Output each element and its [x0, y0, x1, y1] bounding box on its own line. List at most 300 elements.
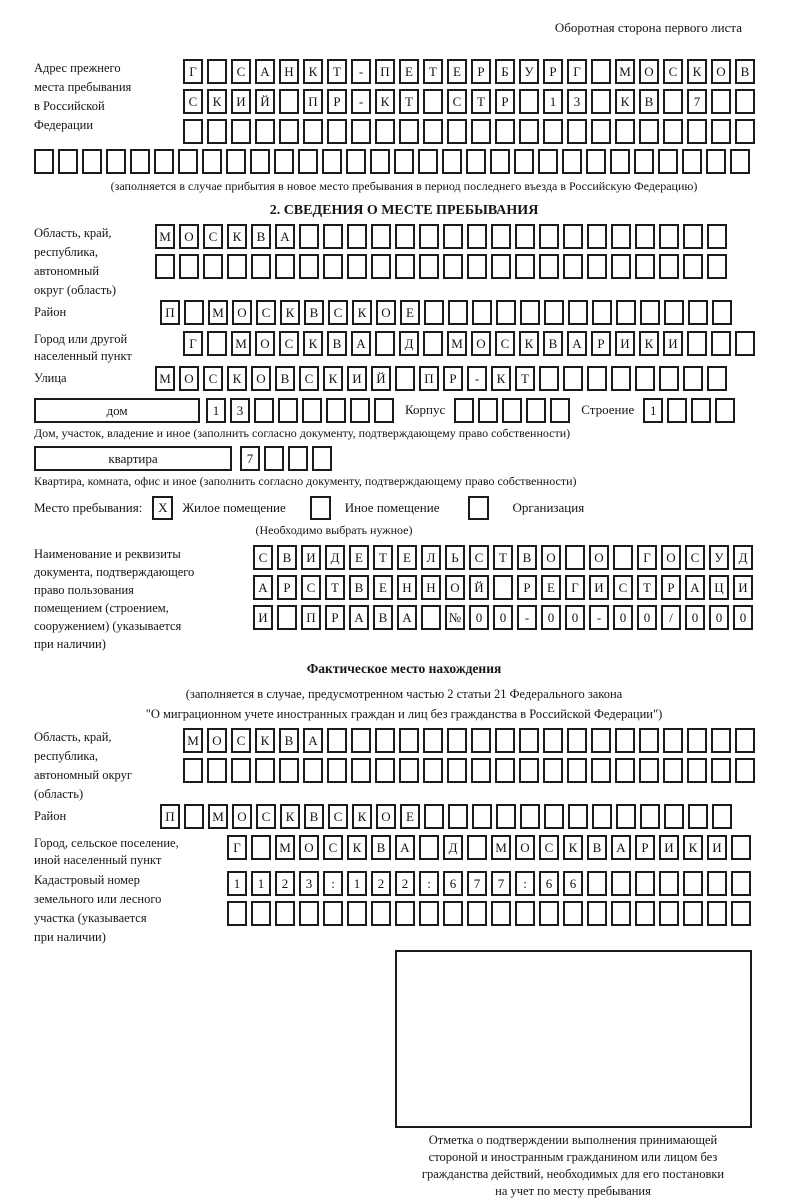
char-cell[interactable]: 2 [371, 871, 391, 896]
char-cell[interactable]: Г [183, 331, 203, 356]
char-cell[interactable] [495, 758, 515, 783]
char-cell[interactable] [502, 398, 522, 423]
char-cell[interactable] [154, 149, 174, 174]
char-cell[interactable]: О [232, 804, 252, 829]
char-cell[interactable]: 0 [565, 605, 585, 630]
char-cell[interactable]: Т [471, 89, 491, 114]
char-cell[interactable] [466, 149, 486, 174]
char-cell[interactable] [707, 871, 727, 896]
char-cell[interactable] [515, 254, 535, 279]
char-cell[interactable] [587, 366, 607, 391]
char-cell[interactable] [613, 545, 633, 570]
char-cell[interactable]: Т [325, 575, 345, 600]
char-cell[interactable] [611, 254, 631, 279]
char-cell[interactable]: О [589, 545, 609, 570]
char-cell[interactable]: О [232, 300, 252, 325]
char-cell[interactable] [659, 871, 679, 896]
char-cell[interactable]: К [207, 89, 227, 114]
char-cell[interactable] [423, 758, 443, 783]
char-cell[interactable] [639, 758, 659, 783]
char-cell[interactable] [611, 871, 631, 896]
char-cell[interactable] [375, 331, 395, 356]
char-cell[interactable] [275, 254, 295, 279]
char-cell[interactable]: С [685, 545, 705, 570]
char-cell[interactable] [375, 758, 395, 783]
char-cell[interactable] [615, 119, 635, 144]
char-cell[interactable] [423, 119, 443, 144]
char-cell[interactable]: К [280, 804, 300, 829]
char-cell[interactable] [423, 89, 443, 114]
char-cell[interactable] [735, 331, 755, 356]
char-cell[interactable]: Г [565, 575, 585, 600]
char-cell[interactable]: В [304, 300, 324, 325]
char-cell[interactable] [371, 224, 391, 249]
char-cell[interactable]: 0 [685, 605, 705, 630]
char-cell[interactable] [471, 119, 491, 144]
char-cell[interactable]: 0 [493, 605, 513, 630]
char-cell[interactable]: А [567, 331, 587, 356]
char-cell[interactable] [682, 149, 702, 174]
char-cell[interactable]: Б [495, 59, 515, 84]
char-cell[interactable] [442, 149, 462, 174]
char-cell[interactable]: У [709, 545, 729, 570]
char-cell[interactable]: - [351, 89, 371, 114]
char-cell[interactable] [611, 366, 631, 391]
char-cell[interactable]: К [563, 835, 583, 860]
checkbox-zhiloe[interactable]: X [152, 496, 173, 520]
char-cell[interactable]: Р [325, 605, 345, 630]
char-cell[interactable] [519, 119, 539, 144]
char-cell[interactable]: К [280, 300, 300, 325]
char-cell[interactable] [731, 901, 751, 926]
char-cell[interactable] [731, 835, 751, 860]
char-cell[interactable] [591, 758, 611, 783]
char-cell[interactable] [520, 804, 540, 829]
char-cell[interactable] [472, 300, 492, 325]
char-cell[interactable] [254, 398, 274, 423]
char-cell[interactable]: С [279, 331, 299, 356]
char-cell[interactable] [611, 224, 631, 249]
char-cell[interactable]: Р [327, 89, 347, 114]
char-cell[interactable] [347, 224, 367, 249]
char-cell[interactable] [226, 149, 246, 174]
char-cell[interactable]: 0 [613, 605, 633, 630]
char-cell[interactable] [735, 119, 755, 144]
char-cell[interactable] [184, 804, 204, 829]
char-cell[interactable] [58, 149, 78, 174]
char-cell[interactable]: С [231, 728, 251, 753]
char-cell[interactable] [731, 871, 751, 896]
char-cell[interactable] [563, 224, 583, 249]
char-cell[interactable] [711, 119, 731, 144]
char-cell[interactable] [691, 398, 711, 423]
char-cell[interactable]: К [303, 331, 323, 356]
char-cell[interactable] [543, 758, 563, 783]
char-cell[interactable]: А [395, 835, 415, 860]
char-cell[interactable] [424, 300, 444, 325]
char-cell[interactable] [231, 119, 251, 144]
char-cell[interactable] [591, 89, 611, 114]
stamp-box[interactable] [395, 950, 752, 1128]
char-cell[interactable] [299, 224, 319, 249]
char-cell[interactable] [347, 254, 367, 279]
char-cell[interactable]: П [419, 366, 439, 391]
char-cell[interactable] [664, 300, 684, 325]
char-cell[interactable] [443, 901, 463, 926]
char-cell[interactable]: Е [541, 575, 561, 600]
char-cell[interactable]: С [447, 89, 467, 114]
char-cell[interactable] [34, 149, 54, 174]
char-cell[interactable] [447, 758, 467, 783]
char-cell[interactable]: Д [325, 545, 345, 570]
char-cell[interactable] [351, 758, 371, 783]
char-cell[interactable]: № [445, 605, 465, 630]
char-cell[interactable] [659, 254, 679, 279]
char-cell[interactable]: Е [397, 545, 417, 570]
char-cell[interactable]: И [733, 575, 753, 600]
char-cell[interactable] [155, 254, 175, 279]
char-cell[interactable]: Р [495, 89, 515, 114]
char-cell[interactable] [279, 89, 299, 114]
char-cell[interactable] [591, 119, 611, 144]
char-cell[interactable]: В [327, 331, 347, 356]
char-cell[interactable] [207, 758, 227, 783]
char-cell[interactable]: И [659, 835, 679, 860]
char-cell[interactable]: 6 [539, 871, 559, 896]
char-cell[interactable]: Р [471, 59, 491, 84]
char-cell[interactable]: С [183, 89, 203, 114]
char-cell[interactable]: А [351, 331, 371, 356]
char-cell[interactable]: - [517, 605, 537, 630]
char-cell[interactable] [495, 119, 515, 144]
char-cell[interactable]: С [495, 331, 515, 356]
char-cell[interactable] [347, 901, 367, 926]
char-cell[interactable] [635, 224, 655, 249]
char-cell[interactable] [419, 835, 439, 860]
char-cell[interactable]: : [515, 871, 535, 896]
char-cell[interactable] [423, 331, 443, 356]
char-cell[interactable]: 7 [687, 89, 707, 114]
char-cell[interactable] [611, 901, 631, 926]
char-cell[interactable]: В [251, 224, 271, 249]
char-cell[interactable]: К [255, 728, 275, 753]
char-cell[interactable]: А [253, 575, 273, 600]
char-cell[interactable] [664, 804, 684, 829]
char-cell[interactable]: 6 [563, 871, 583, 896]
char-cell[interactable]: С [613, 575, 633, 600]
char-cell[interactable]: Ь [445, 545, 465, 570]
char-cell[interactable]: Е [399, 59, 419, 84]
char-cell[interactable] [706, 149, 726, 174]
char-cell[interactable] [251, 835, 271, 860]
char-cell[interactable]: В [373, 605, 393, 630]
char-cell[interactable] [659, 224, 679, 249]
char-cell[interactable]: А [685, 575, 705, 600]
char-cell[interactable] [683, 366, 703, 391]
char-cell[interactable] [323, 224, 343, 249]
char-cell[interactable] [635, 901, 655, 926]
char-cell[interactable]: И [231, 89, 251, 114]
char-cell[interactable] [715, 398, 735, 423]
char-cell[interactable] [478, 398, 498, 423]
char-cell[interactable]: С [231, 59, 251, 84]
char-cell[interactable] [423, 728, 443, 753]
char-cell[interactable]: Е [447, 59, 467, 84]
char-cell[interactable] [394, 149, 414, 174]
char-cell[interactable]: Т [327, 59, 347, 84]
char-cell[interactable]: О [179, 224, 199, 249]
char-cell[interactable]: П [160, 300, 180, 325]
char-cell[interactable]: О [541, 545, 561, 570]
char-cell[interactable] [515, 224, 535, 249]
char-cell[interactable]: В [735, 59, 755, 84]
char-cell[interactable] [567, 758, 587, 783]
char-cell[interactable] [495, 728, 515, 753]
char-cell[interactable]: 2 [395, 871, 415, 896]
char-cell[interactable] [178, 149, 198, 174]
char-cell[interactable]: О [515, 835, 535, 860]
char-cell[interactable] [371, 901, 391, 926]
char-cell[interactable]: М [231, 331, 251, 356]
char-cell[interactable] [712, 804, 732, 829]
char-cell[interactable] [663, 89, 683, 114]
char-cell[interactable]: 1 [227, 871, 247, 896]
char-cell[interactable]: С [301, 575, 321, 600]
char-cell[interactable] [323, 254, 343, 279]
char-cell[interactable] [395, 901, 415, 926]
char-cell[interactable] [635, 254, 655, 279]
char-cell[interactable] [659, 901, 679, 926]
char-cell[interactable]: С [256, 300, 276, 325]
char-cell[interactable] [255, 119, 275, 144]
checkbox-inoe[interactable] [310, 496, 331, 520]
char-cell[interactable]: О [639, 59, 659, 84]
char-cell[interactable]: С [253, 545, 273, 570]
char-cell[interactable]: К [519, 331, 539, 356]
char-cell[interactable] [543, 119, 563, 144]
char-cell[interactable]: Р [277, 575, 297, 600]
char-cell[interactable]: И [663, 331, 683, 356]
char-cell[interactable] [491, 254, 511, 279]
char-cell[interactable] [346, 149, 366, 174]
char-cell[interactable]: О [445, 575, 465, 600]
char-cell[interactable] [563, 254, 583, 279]
char-cell[interactable]: Е [349, 545, 369, 570]
char-cell[interactable] [543, 728, 563, 753]
char-cell[interactable] [326, 398, 346, 423]
char-cell[interactable]: Т [373, 545, 393, 570]
char-cell[interactable] [370, 149, 390, 174]
char-cell[interactable]: К [347, 835, 367, 860]
char-cell[interactable] [183, 758, 203, 783]
char-cell[interactable] [683, 224, 703, 249]
char-cell[interactable]: 3 [299, 871, 319, 896]
char-cell[interactable]: А [303, 728, 323, 753]
char-cell[interactable]: Д [733, 545, 753, 570]
char-cell[interactable] [399, 728, 419, 753]
char-cell[interactable]: Т [493, 545, 513, 570]
char-cell[interactable] [563, 366, 583, 391]
char-cell[interactable]: 1 [643, 398, 663, 423]
char-cell[interactable] [667, 398, 687, 423]
char-cell[interactable]: 7 [467, 871, 487, 896]
char-cell[interactable]: А [349, 605, 369, 630]
checkbox-org[interactable] [468, 496, 489, 520]
char-cell[interactable] [448, 300, 468, 325]
char-cell[interactable]: Й [469, 575, 489, 600]
char-cell[interactable]: М [183, 728, 203, 753]
char-cell[interactable]: 1 [347, 871, 367, 896]
char-cell[interactable] [730, 149, 750, 174]
char-cell[interactable] [735, 728, 755, 753]
char-cell[interactable] [279, 758, 299, 783]
char-cell[interactable] [640, 804, 660, 829]
char-cell[interactable] [490, 149, 510, 174]
char-cell[interactable] [448, 804, 468, 829]
char-cell[interactable]: С [323, 835, 343, 860]
char-cell[interactable] [639, 728, 659, 753]
char-cell[interactable] [395, 366, 415, 391]
char-cell[interactable]: Е [400, 804, 420, 829]
char-cell[interactable] [421, 605, 441, 630]
char-cell[interactable] [130, 149, 150, 174]
char-cell[interactable]: 1 [251, 871, 271, 896]
char-cell[interactable] [251, 254, 271, 279]
char-cell[interactable]: О [299, 835, 319, 860]
char-cell[interactable] [712, 300, 732, 325]
char-cell[interactable] [493, 575, 513, 600]
char-cell[interactable] [467, 901, 487, 926]
char-cell[interactable] [634, 149, 654, 174]
char-cell[interactable] [424, 804, 444, 829]
char-cell[interactable]: Е [400, 300, 420, 325]
char-cell[interactable]: Т [637, 575, 657, 600]
char-cell[interactable] [472, 804, 492, 829]
char-cell[interactable] [586, 149, 606, 174]
char-cell[interactable] [711, 331, 731, 356]
char-cell[interactable]: К [683, 835, 703, 860]
char-cell[interactable]: 0 [733, 605, 753, 630]
char-cell[interactable]: Н [397, 575, 417, 600]
char-cell[interactable]: Р [661, 575, 681, 600]
char-cell[interactable]: Е [373, 575, 393, 600]
char-cell[interactable] [615, 758, 635, 783]
char-cell[interactable] [231, 758, 251, 783]
char-cell[interactable] [312, 446, 332, 471]
char-cell[interactable]: 2 [275, 871, 295, 896]
char-cell[interactable] [735, 758, 755, 783]
char-cell[interactable]: П [301, 605, 321, 630]
char-cell[interactable] [587, 224, 607, 249]
char-cell[interactable]: П [160, 804, 180, 829]
char-cell[interactable] [519, 89, 539, 114]
char-cell[interactable] [351, 119, 371, 144]
char-cell[interactable] [82, 149, 102, 174]
char-cell[interactable]: С [256, 804, 276, 829]
char-cell[interactable] [587, 901, 607, 926]
char-cell[interactable]: М [275, 835, 295, 860]
char-cell[interactable]: Й [371, 366, 391, 391]
char-cell[interactable]: 1 [206, 398, 226, 423]
char-cell[interactable]: В [517, 545, 537, 570]
char-cell[interactable]: И [615, 331, 635, 356]
char-cell[interactable] [419, 224, 439, 249]
char-cell[interactable] [395, 254, 415, 279]
char-cell[interactable]: В [279, 728, 299, 753]
char-cell[interactable] [635, 871, 655, 896]
char-cell[interactable]: К [227, 224, 247, 249]
char-cell[interactable]: К [491, 366, 511, 391]
char-cell[interactable] [635, 366, 655, 391]
char-cell[interactable] [663, 728, 683, 753]
char-cell[interactable] [496, 804, 516, 829]
char-cell[interactable] [544, 300, 564, 325]
char-cell[interactable] [591, 59, 611, 84]
char-cell[interactable]: М [208, 804, 228, 829]
char-cell[interactable]: В [639, 89, 659, 114]
char-cell[interactable] [687, 728, 707, 753]
char-cell[interactable] [563, 901, 583, 926]
char-cell[interactable] [707, 901, 727, 926]
char-cell[interactable] [538, 149, 558, 174]
char-cell[interactable] [567, 119, 587, 144]
char-cell[interactable] [183, 119, 203, 144]
char-cell[interactable] [467, 835, 487, 860]
char-cell[interactable] [514, 149, 534, 174]
char-cell[interactable]: В [275, 366, 295, 391]
char-cell[interactable] [550, 398, 570, 423]
char-cell[interactable]: : [323, 871, 343, 896]
char-cell[interactable] [443, 224, 463, 249]
char-cell[interactable] [255, 758, 275, 783]
char-cell[interactable]: В [543, 331, 563, 356]
char-cell[interactable]: Р [591, 331, 611, 356]
char-cell[interactable]: С [539, 835, 559, 860]
char-cell[interactable]: С [663, 59, 683, 84]
char-cell[interactable] [526, 398, 546, 423]
char-cell[interactable] [640, 300, 660, 325]
char-cell[interactable] [496, 300, 516, 325]
char-cell[interactable] [592, 804, 612, 829]
char-cell[interactable] [327, 758, 347, 783]
char-cell[interactable] [467, 254, 487, 279]
char-cell[interactable]: 0 [541, 605, 561, 630]
char-cell[interactable] [419, 254, 439, 279]
char-cell[interactable]: К [615, 89, 635, 114]
char-cell[interactable] [491, 901, 511, 926]
char-cell[interactable] [663, 119, 683, 144]
char-cell[interactable] [350, 398, 370, 423]
char-cell[interactable]: М [155, 224, 175, 249]
char-cell[interactable] [250, 149, 270, 174]
char-cell[interactable] [539, 224, 559, 249]
char-cell[interactable] [711, 728, 731, 753]
char-cell[interactable] [592, 300, 612, 325]
char-cell[interactable]: С [328, 300, 348, 325]
char-cell[interactable]: И [253, 605, 273, 630]
char-cell[interactable]: О [376, 300, 396, 325]
char-cell[interactable]: Р [517, 575, 537, 600]
char-cell[interactable]: Р [543, 59, 563, 84]
char-cell[interactable]: О [661, 545, 681, 570]
char-cell[interactable]: Н [279, 59, 299, 84]
char-cell[interactable]: 0 [637, 605, 657, 630]
char-cell[interactable] [395, 224, 415, 249]
char-cell[interactable] [264, 446, 284, 471]
char-cell[interactable] [322, 149, 342, 174]
char-cell[interactable]: С [469, 545, 489, 570]
char-cell[interactable]: К [375, 89, 395, 114]
